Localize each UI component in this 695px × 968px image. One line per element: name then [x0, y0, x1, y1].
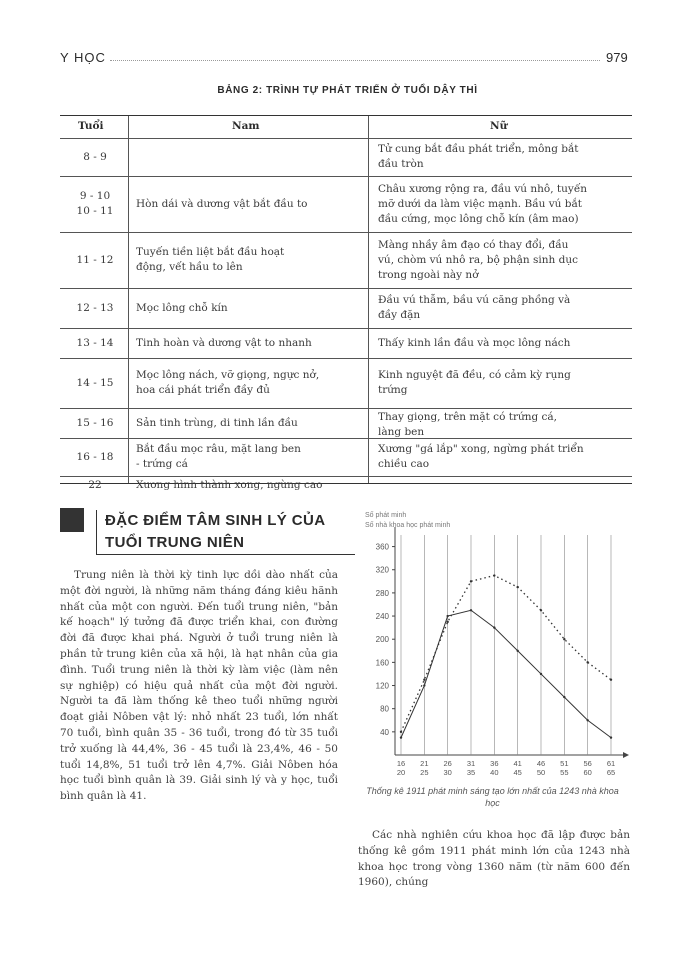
table-cell-male: Xương hình thành xong, ngừng cao	[136, 479, 323, 491]
column-rule	[368, 116, 369, 483]
x-tick-label-start: 51	[560, 759, 569, 768]
series-point-2	[540, 673, 542, 675]
paragraph: Các nhà nghiên cứu khoa học đã lập được bản thống kê gồm 1911 phát minh lớn của 1243 nhà khoa học trong vòng 1360 năm (từ năm 600 đến 1960), chúng	[358, 829, 630, 889]
x-tick-label-end: 60	[583, 768, 592, 777]
row-rule	[60, 328, 632, 329]
running-header-section: Y HỌC	[60, 50, 106, 65]
table-cell-male: Hòn dái và dương vật bắt đầu to	[136, 197, 308, 210]
y-tick-label: 240	[375, 612, 389, 622]
table-cell-male: Mọc lông nách, vỡ giọng, ngực nở, hoa cái phát triển đầy đủ	[136, 369, 320, 396]
series-point-2	[563, 696, 565, 698]
table-cell-female: Thấy kinh lần đầu và mọc lông nách	[378, 336, 571, 349]
series-line-2	[401, 610, 611, 737]
series-point-1	[423, 679, 425, 681]
column-header-female: Nữ	[490, 120, 508, 132]
table-cell-age: 16 - 18	[76, 450, 114, 463]
x-tick-label-end: 55	[560, 768, 569, 777]
x-tick-label-end: 50	[536, 768, 546, 777]
table-cell-age: 14 - 15	[76, 376, 114, 389]
row-rule	[60, 358, 632, 359]
x-tick-label-end: 65	[606, 768, 616, 777]
y-tick-label: 200	[375, 635, 389, 645]
table-cell-female: Màng nhầy âm đạo có thay đổi, đầu vú, chòm vú nhô ra, bộ phận sinh dục trong ngoài này nở	[378, 238, 578, 281]
series-point-2	[516, 650, 518, 652]
column-rule	[128, 116, 129, 483]
column-header-male: Nam	[232, 120, 260, 132]
y-tick-label: 320	[375, 565, 389, 575]
row-rule	[60, 232, 632, 233]
series-point-2	[423, 684, 425, 686]
row-rule	[60, 138, 632, 139]
table-cell-age: 8 - 9	[83, 150, 107, 163]
series-line-1	[401, 576, 611, 732]
series-point-1	[446, 621, 448, 623]
table-cell-age: 15 - 16	[76, 416, 114, 429]
row-rule	[60, 176, 632, 177]
series-point-1	[470, 580, 472, 582]
chart-title-line: Số nhà khoa học phát minh	[365, 522, 451, 529]
x-tick-label-start: 36	[490, 759, 499, 768]
series-point-2	[610, 736, 612, 738]
table-cell-male: Sản tinh trùng, di tinh lần đầu	[136, 416, 298, 429]
x-tick-label-end: 35	[466, 768, 476, 777]
y-tick-label: 160	[375, 658, 389, 668]
series-point-2	[400, 736, 402, 738]
row-rule	[60, 288, 632, 289]
x-tick-label-end: 25	[420, 768, 429, 777]
y-tick-label: 360	[375, 542, 389, 552]
series-point-1	[540, 609, 542, 611]
page-number: 979	[606, 50, 628, 65]
series-point-2	[493, 626, 495, 628]
x-tick-label-start: 26	[443, 759, 452, 768]
table-cell-female: Châu xương rộng ra, đầu vú nhô, tuyến mỡ dưới da làm việc mạnh. Bầu vú bắt đầu cứng, mọc lông chỗ kín (âm mao)	[378, 182, 588, 225]
series-point-1	[563, 638, 565, 640]
section-title: ĐẶC ĐIỂM TÂM SINH LÝ CỦA TUỔI TRUNG NIÊN	[96, 510, 355, 555]
y-tick-label: 280	[375, 588, 389, 598]
table-cell-age: 13 - 14	[76, 336, 114, 349]
row-rule	[60, 408, 632, 409]
table-cell-female: Thay giọng, trên mặt có trứng cá, làng ben	[378, 411, 558, 438]
right-column-text	[358, 828, 630, 891]
series-point-1	[493, 574, 495, 576]
table-cell-male: Bắt đầu mọc râu, mặt lang ben - trứng cá	[136, 443, 301, 470]
section-marker	[60, 508, 84, 532]
table-cell-female: Kinh nguyệt đã đều, có cảm kỳ rụng trứng	[378, 369, 571, 396]
table-cell-female: Xương "gá lắp" xong, ngừng phát triển chiều cao	[378, 443, 584, 470]
chart-caption: Thống kê 1911 phát minh sáng tạo lớn nhất của 1243 nhà khoa học	[366, 786, 619, 808]
series-point-1	[610, 679, 612, 681]
x-tick-label-end: 40	[490, 768, 499, 777]
y-tick-label: 40	[380, 727, 389, 737]
table-cell-female: Đầu vú thẫm, bầu vú căng phồng và đầy đặn	[378, 294, 571, 321]
chart-title-line: Số phát minh	[365, 512, 407, 519]
table-cell-age: 11 - 12	[76, 253, 114, 266]
series-point-2	[586, 719, 588, 721]
x-tick-label-end: 45	[513, 768, 522, 777]
x-tick-label-start: 21	[420, 759, 429, 768]
table-cell-male: Mọc lông chỗ kín	[136, 301, 228, 314]
x-axis-arrow	[623, 752, 629, 758]
y-tick-label: 80	[380, 704, 389, 714]
series-point-2	[446, 615, 448, 617]
y-tick-label: 120	[375, 681, 389, 691]
left-column-text	[60, 568, 338, 805]
table-cell-male: Tinh hoàn và dương vật to nhanh	[136, 336, 312, 349]
x-tick-label-start: 46	[536, 759, 546, 768]
paragraph: Trung niên là thời kỳ tinh lực dồi dào nhất của một đời người, là những năm tháng đáng kiêu hãnh nhất của một con người. Đến tuổi trung niên, "bản kế hoạch" lý tưởng đã được triển khai, con đường đời đã được khai phá. Người ở tuổi trung niên là phần tử trung kiên của xã hội, là hạt nhân của gia đình. Tuổi trung niên là thời kỳ làm việc (làm nên sự nghiệp) có hiệu quả nhất của một đời người. Người ta đã làm thống kê theo tuổi những người đoạt giải Nôben vật lý: nhỏ nhất 23 tuổi, lớn nhất 70 tuổi, bình quân 35 - 36 tuổi, trong đó từ 35 tuổi trở xuống là 44,4%, 36 - 45 tuổi là 23,4%, 46 - 50 tuổi 14,8%, 51 tuổi trở lên 4,7%. Giải Nôben hóa học tuổi bình quân là 39. Giải sinh lý và y học, tuổi bình quân là 41.	[60, 569, 338, 803]
column-header-age: Tuổi	[78, 120, 104, 132]
table-cell-male: Tuyến tiền liệt bắt đầu hoạt động, vết hầu to lên	[136, 246, 285, 273]
x-tick-label-start: 16	[396, 759, 406, 768]
x-tick-label-start: 31	[466, 759, 476, 768]
x-tick-label-start: 41	[513, 759, 522, 768]
x-tick-label-end: 30	[443, 768, 452, 777]
x-tick-label-end: 20	[396, 768, 406, 777]
row-rule	[60, 476, 632, 477]
header-rule	[110, 60, 600, 61]
x-tick-label-start: 61	[606, 759, 616, 768]
series-point-1	[586, 661, 588, 663]
series-point-2	[470, 609, 472, 611]
chart-svg	[355, 505, 630, 785]
development-table	[60, 115, 632, 491]
table-cell-age: 22	[88, 479, 102, 491]
table-cell-female: Tử cung bắt đầu phát triển, mông bắt đầu tròn	[378, 143, 579, 170]
inventions-chart	[355, 505, 630, 805]
table-cell-age: 12 - 13	[76, 301, 114, 314]
series-point-1	[516, 586, 518, 588]
series-point-1	[400, 731, 402, 733]
x-tick-label-start: 56	[583, 759, 592, 768]
table-cell-age: 9 - 10 10 - 11	[76, 190, 114, 217]
row-rule	[60, 438, 632, 439]
table-title: BẢNG 2: TRÌNH TỰ PHÁT TRIỂN Ở TUỔI DẬY THÌ	[217, 85, 478, 96]
